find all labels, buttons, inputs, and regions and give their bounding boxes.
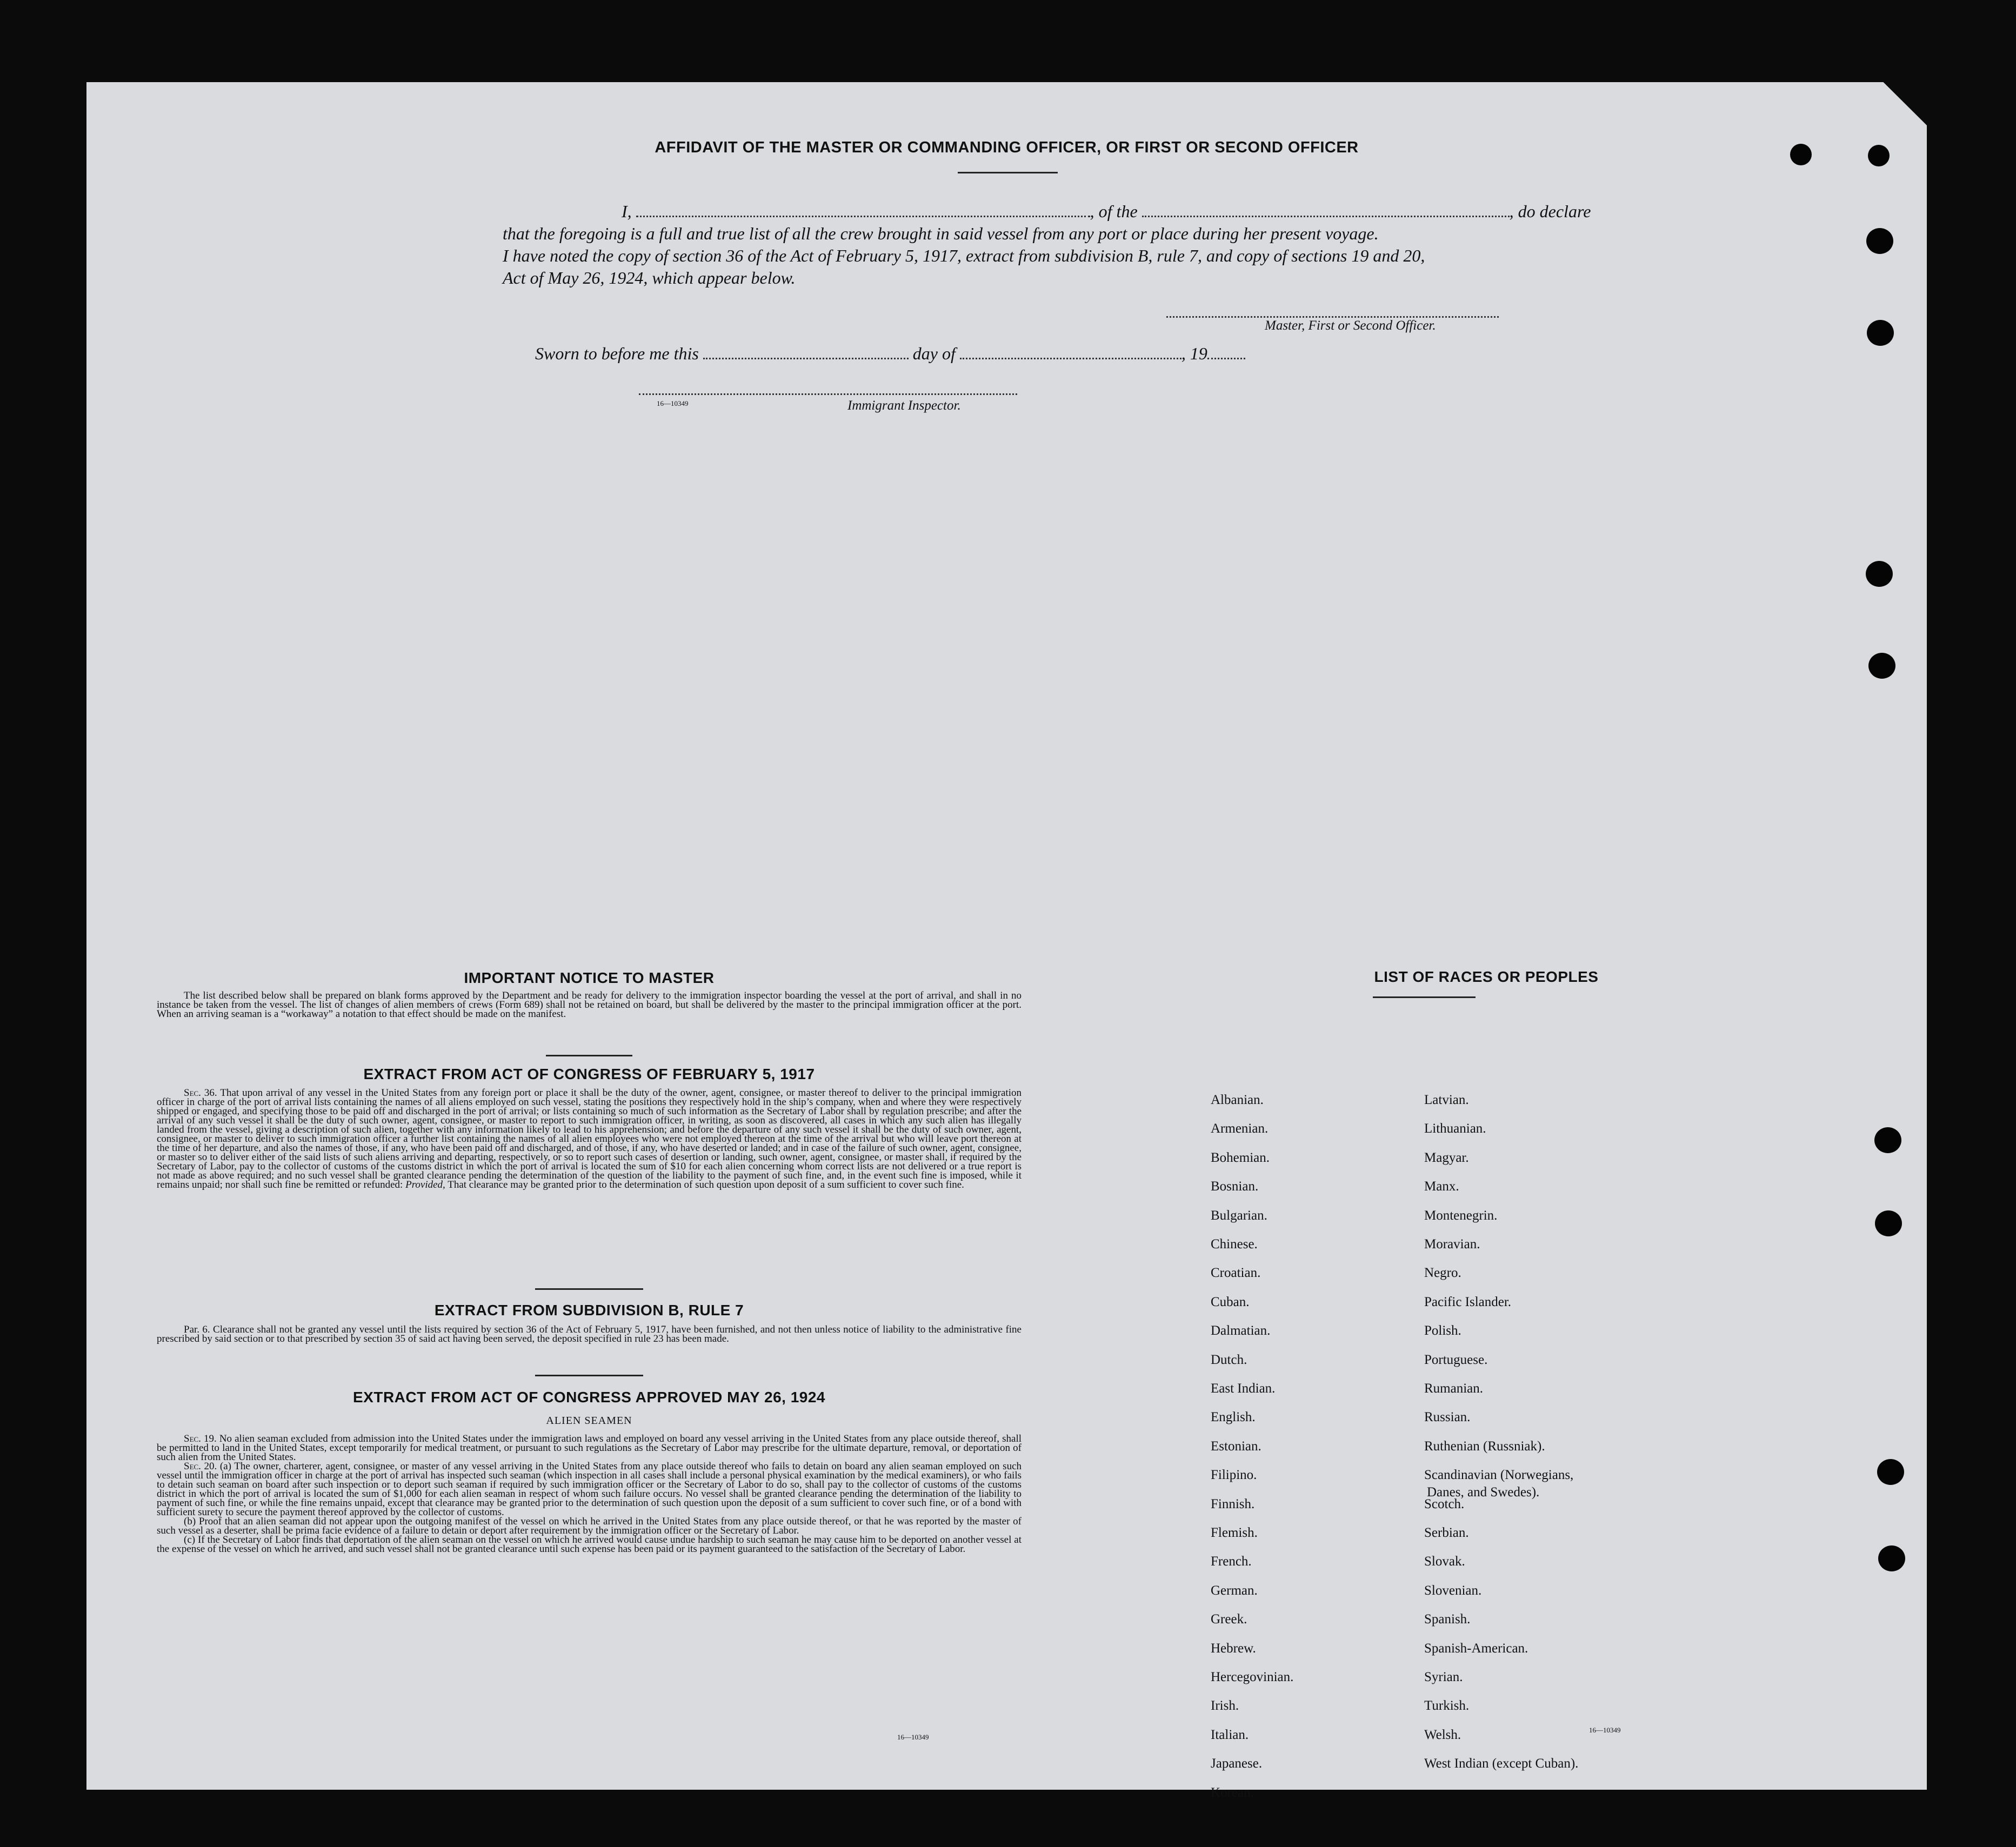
races-title: LIST OF RACES OR PEOPLES: [1374, 968, 1599, 985]
sworn-month-field[interactable]: [960, 340, 1181, 359]
race-item: Filipino.: [1211, 1468, 1257, 1483]
race-item: Moravian.: [1424, 1237, 1480, 1252]
race-item: Portuguese.: [1424, 1352, 1488, 1367]
race-item: Greek.: [1211, 1612, 1247, 1627]
race-item: Croatian.: [1211, 1266, 1261, 1281]
race-item: Bosnian.: [1211, 1179, 1259, 1194]
notice-paragraph: The list described below shall be prepared on blank forms approved by the Department and be ready for delivery to the immigration inspector boarding the vessel at the port of arrival, and shall in no instance be taken from the vessel. The list of changes of alien members of crews (Form 689) shall not be retained on board, but shall be delivered by the master to the principal immigration officer at the port. When an arriving seaman is a “workaway” a notation to that effect should be made on the manifest.: [157, 990, 1022, 1020]
form-number-top: 16—10349: [657, 399, 689, 407]
section-19-paragraph: [157, 1434, 1022, 1462]
binder-hole-icon: [1874, 1127, 1901, 1153]
race-item: Korean.: [1211, 1785, 1254, 1800]
section-20-label: Sec. 20.: [184, 1461, 217, 1472]
binder-hole-icon: [1868, 145, 1890, 166]
race-item: Polish.: [1424, 1323, 1461, 1339]
rule-7-rule: [535, 1375, 643, 1376]
race-item: Irish.: [1211, 1698, 1239, 1714]
do-declare-label: , do declare: [1509, 202, 1591, 221]
race-item: Dalmatian.: [1211, 1323, 1271, 1339]
race-item: Slovenian.: [1424, 1583, 1482, 1598]
binder-hole-icon: [1866, 561, 1893, 587]
race-item: English.: [1211, 1410, 1256, 1425]
race-item: Finnish.: [1211, 1496, 1255, 1511]
rule-7-body: [157, 1325, 1022, 1343]
section-20a-paragraph: [157, 1462, 1022, 1517]
race-item: Turkish.: [1424, 1698, 1470, 1714]
race-item: Lithuanian.: [1424, 1121, 1486, 1136]
race-item: French.: [1211, 1554, 1252, 1569]
rule-7-paragraph: Par. 6. Clearance shall not be granted any vessel until the lists required by section 36 of the Act of February 5, 1917, have been furnished, and not then unless notice of liability to the administrative fine prescribed by said section or to that prescribed by section 35 of said act having been served, the deposit specified in rule 23 has been made.: [157, 1324, 1022, 1344]
form-page: [86, 82, 1927, 1800]
binder-hole-icon: [1867, 320, 1894, 346]
declaration-line-4: Act of May 26, 1924, which appear below.: [503, 268, 796, 287]
notice-body: [157, 991, 1022, 1019]
race-item: Albanian.: [1211, 1093, 1264, 1107]
extract-1917-title: EXTRACT FROM ACT OF CONGRESS OF FEBRUARY 5, 1917: [363, 1066, 815, 1082]
race-item: Rumanian.: [1424, 1381, 1484, 1396]
race-item: Pacific Islander.: [1424, 1294, 1512, 1309]
extract-1924-title: EXTRACT FROM ACT OF CONGRESS APPROVED MAY 26, 1924: [353, 1389, 825, 1406]
affidavit-title: AFFIDAVIT OF THE MASTER OR COMMANDING OFFICER, OR FIRST OR SECOND OFFICER: [655, 139, 1359, 156]
inspector-signature-label: Immigrant Inspector.: [847, 398, 961, 413]
section-20a-text: (a) The owner, charterer, agent, consignee, or master of any vessel arriving in the United States from any place outside thereof who fails to detain on board any alien seaman employed on such vessel until the immigration officer in charge at the port of arrival has inspected such seaman (which inspection in all cases shall include a personal physical examination by the medical examiners), or who fails to detain such seaman on board after such inspection or to deport such seaman if required by such immigration officer or the Secretary of Labor to do so, shall pay to the collector of customs of the customs district in which the port of arrival is located the sum of $1,000 for each alien seaman in respect of whom such failure occurs. No vessel shall be granted clearance pending the determination of the liability to payment of such fine, or while the fine remains unpaid, except that clearance may be granted prior to the determination of such question upon the deposit of a sum sufficient to cover such fine, or of a bond with sufficient surety to secure the payment thereof approved by the collector of customs.: [157, 1461, 1022, 1518]
race-item: East Indian.: [1211, 1381, 1276, 1396]
rule-7-title: EXTRACT FROM SUBDIVISION B, RULE 7: [434, 1302, 744, 1319]
race-item: Estonian.: [1211, 1438, 1261, 1454]
master-signature-label: Master, First or Second Officer.: [1265, 318, 1436, 333]
extract-1917-body: [157, 1088, 1022, 1189]
race-item: Italian.: [1211, 1727, 1249, 1742]
day-of-label: day of: [912, 344, 956, 363]
race-item: Negro.: [1424, 1266, 1461, 1281]
race-item: Montenegrin.: [1424, 1208, 1498, 1223]
sworn-line: [535, 340, 1245, 364]
of-the-label: , of the: [1090, 202, 1138, 221]
notice-rule: [546, 1055, 632, 1056]
section-36-text: That upon arrival of any vessel in the United States from any foreign port or place it shall be the duty of the owner, agent, consignee, or master thereof to deliver to the principal immigration officer in charge of the port of arrival lists containing the names of all aliens employed on such vessel, stating the positions they respectively hold in the ship’s company, when and where they were respectively shipped or engaged, and specifying those to be paid off and discharged in the port of arrival; or lists containing so much of such information as the Secretary of Labor shall by regulation prescribe; and after the arrival of any such vessel it shall be the duty of such owner, agent, consignee, or master to report to such immigration officer, in writing, as soon as discovered, all cases in which any such alien has illegally landed from the vessel, giving a description of such alien, together with any information likely to lead to his apprehension; and before the departure of any such vessel it shall be the duty of such owner, agent, consignee, or master to deliver to such immigration officer a further list containing the names of all alien employees who were not employed thereon at the time of the arrival but who will leave port thereon at the time of her departure, and also the names of those, if any, who have been paid off and discharged, and of those, if any, who have deserted or landed; and in case of the failure of such owner, agent, consignee, or master so to deliver either of the said lists of such aliens arriving and departing, respectively, or so to report such cases of desertion or landing, such owner, agent, consignee, or master shall, if required by the Secretary of Labor, pay to the collector of customs of the customs district in which the port of arrival is located the sum of $10 for each alien concerning whom correct lists are not delivered or a true report is not made as above required; and no such vessel shall be granted clearance pending the determination of the question of the liability to the payment of such fine, and, in the event such fine is imposed, while it remains unpaid; nor shall such fine be remitted or refunded:: [157, 1087, 1022, 1190]
title-rule: [958, 172, 1058, 173]
declaration-line-2: that the foregoing is a full and true list of all the crew brought in said vessel from any port or place during her present voyage.: [503, 224, 1379, 243]
form-number-bottom-right: 16—10349: [1589, 1726, 1621, 1734]
provided-label: Provided,: [405, 1179, 445, 1190]
binder-hole-icon: [1868, 653, 1895, 679]
race-item: Bohemian.: [1211, 1150, 1270, 1165]
race-item: Latvian.: [1424, 1093, 1469, 1107]
binder-hole-icon: [1878, 1545, 1905, 1571]
race-item: Magyar.: [1424, 1150, 1469, 1165]
race-item: Armenian.: [1211, 1121, 1269, 1136]
race-item: Serbian.: [1424, 1525, 1469, 1540]
sworn-label: Sworn to before me this: [535, 344, 699, 363]
notice-title: IMPORTANT NOTICE TO MASTER: [464, 969, 715, 986]
extract-1917-rule: [535, 1288, 643, 1290]
sworn-date-field[interactable]: [703, 340, 909, 359]
race-item: Hercegovinian.: [1211, 1670, 1294, 1684]
binder-hole-icon: [1866, 228, 1893, 254]
race-item: Hebrew.: [1211, 1641, 1256, 1656]
race-item: Spanish-American.: [1424, 1641, 1528, 1656]
inspector-signature-line[interactable]: [639, 393, 1017, 395]
race-item: Bulgarian.: [1211, 1208, 1267, 1223]
provided-text: That clearance may be granted prior to the determination of such question upon deposit of a sum sufficient to cover such fine.: [448, 1179, 964, 1190]
race-item: Flemish.: [1211, 1525, 1258, 1540]
form-number-bottom-left: 16—10349: [897, 1733, 929, 1741]
binder-hole-icon: [1875, 1210, 1902, 1236]
binder-hole-icon: [1877, 1459, 1904, 1485]
race-item: Scandinavian (Norwegians,: [1424, 1468, 1574, 1483]
race-item: German.: [1211, 1583, 1258, 1598]
race-item: Dutch.: [1211, 1352, 1247, 1367]
sworn-year-field[interactable]: [1207, 340, 1245, 359]
race-item: Slovak.: [1424, 1554, 1465, 1569]
section-19-label: Sec. 19.: [184, 1433, 217, 1444]
section-19-text: No alien seaman excluded from admission into the United States under the immigration laws and employed on board any vessel arriving in the United States from any place outside thereof, shall be permitted to land in the United States, except temporarily for medical treatment, or pursuant to such regulations as the Secretary of Labor may prescribe for the ultimate departure, removal, or deportation of such alien from the United States.: [157, 1433, 1022, 1463]
race-item: Chinese.: [1211, 1237, 1258, 1252]
race-item: Japanese.: [1211, 1756, 1263, 1771]
race-item: Danes, and Swedes).: [1427, 1485, 1540, 1500]
race-item: Scotch.: [1424, 1496, 1465, 1511]
alien-seamen-subtitle: ALIEN SEAMEN: [546, 1415, 632, 1427]
section-36-paragraph: [157, 1088, 1022, 1189]
races-rule: [1373, 996, 1476, 998]
declarant-prefix: I,: [622, 202, 632, 221]
extract-1924-body: [157, 1434, 1022, 1554]
binder-hole-icon: [1790, 144, 1812, 165]
race-item: Ruthenian (Russniak).: [1424, 1438, 1545, 1454]
race-item: Manx.: [1424, 1179, 1459, 1194]
race-item: Cuban.: [1211, 1294, 1250, 1309]
race-item: Welsh.: [1424, 1727, 1461, 1742]
year-prefix: , 19: [1181, 344, 1207, 363]
race-item: West Indian (except Cuban).: [1424, 1756, 1579, 1771]
vessel-name-field[interactable]: [1142, 198, 1510, 217]
declarant-name-field[interactable]: [636, 198, 1090, 217]
declaration-line-1: [503, 198, 1627, 223]
race-item: Spanish.: [1424, 1612, 1471, 1627]
race-item: Syrian.: [1424, 1670, 1463, 1684]
declaration-line-3: I have noted the copy of section 36 of the Act of February 5, 1917, extract from subdivision B, rule 7, and copy of sections 19 and 20,: [503, 246, 1425, 265]
section-36-label: Sec. 36.: [184, 1087, 217, 1099]
affidavit-declaration: [503, 198, 1627, 289]
race-item: Russian.: [1424, 1410, 1471, 1425]
master-signature-line[interactable]: [1166, 316, 1499, 318]
section-20b-paragraph: (b) Proof that an alien seaman did not appear upon the outgoing manifest of the vessel on which he arrived in the United States from any place outside thereof, or that he was reported by the master of such vessel as a deserter, shall be prima facie evidence of a failure to detain or deport after requirement by the immigration officer or the Secretary of Labor.: [157, 1516, 1022, 1536]
section-20c-paragraph: (c) If the Secretary of Labor finds that deportation of the alien seaman on the vessel on which he arrived would cause undue hardship to such seaman he may cause him to be deported on another vessel at the expense of the vessel on which he arrived, and such vessel shall not be granted clearance until such expense has been paid or its payment guaranteed to the satisfaction of the Secretary of Labor.: [157, 1534, 1022, 1555]
